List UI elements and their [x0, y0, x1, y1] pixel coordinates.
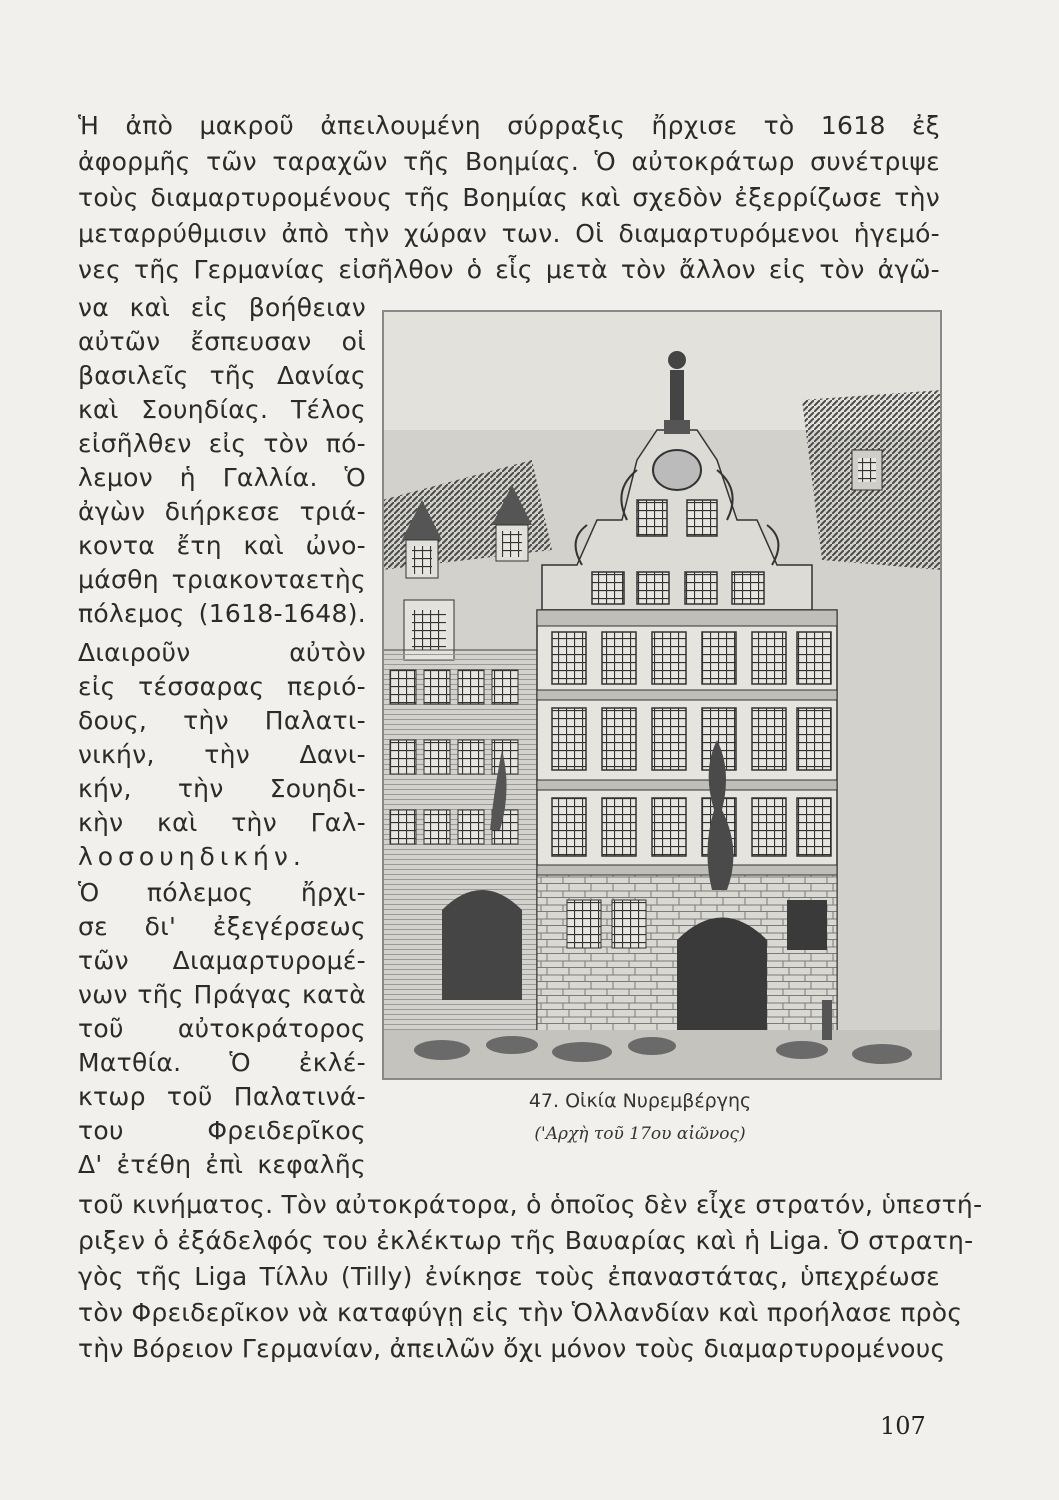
text-line: Διαιροῦν αὐτὸν	[78, 638, 366, 667]
figure-caption-subtitle: ('Αρχὴ τοῦ 17ου αἰῶνος)	[534, 1124, 746, 1144]
text-line: κὴν καὶ τὴν Γαλ-	[78, 808, 366, 837]
text-line: μάσθη τριακονταετὴς	[78, 565, 366, 594]
text-line: Δ' ἐτέθη ἐπὶ κεφαλῆς	[78, 1150, 366, 1179]
text-line: μεταρρύθμισιν ἀπὸ τὴν χώραν των. Οἱ διαμαρτυρόμενοι ἡγεμό-	[78, 219, 940, 248]
text-line: τῶν Διαμαρτυρομέ-	[78, 946, 366, 975]
text-line: λεμον ἡ Γαλλία. Ὁ	[78, 463, 366, 492]
text-line: νες τῆς Γερμανίας εἰσῆλθον ὁ εἷς μετὰ τὸν ἄλλον εἰς τὸν ἀγῶ-	[78, 255, 940, 284]
text-line: να καὶ εἰς βοήθειαν	[78, 293, 366, 322]
text-line: ριξεν ὁ ἐξάδελφός του ἐκλέκτωρ τῆς Βαυαρίας καὶ ἡ Liga. Ὁ στρατη-	[78, 1226, 974, 1255]
text-line: κτωρ τοῦ Παλατινά-	[78, 1082, 366, 1111]
text-line: καὶ Σουηδίας. Τέλος	[78, 395, 366, 424]
page-number: 107	[880, 1412, 926, 1440]
text-line: νικήν, τὴν Δανι-	[78, 740, 366, 769]
text-line: τὸν Φρειδερῖκον νὰ καταφύγῃ εἰς τὴν Ὁλλανδίαν καὶ προήλασε πρὸς	[78, 1298, 963, 1327]
nuremberg-house-engraving	[382, 310, 942, 1080]
text-line: ἀγὼν διήρκεσε τριά-	[78, 497, 366, 526]
text-line: γὸς τῆς Liga Τίλλυ (Tilly) ἐνίκησε τοὺς ἐπαναστάτας, ὑπεχρέωσε	[78, 1262, 940, 1291]
text-line: τοῦ αὐτοκράτορος	[78, 1014, 366, 1043]
text-line: Ἡ ἀπὸ μακροῦ ἀπειλουμένη σύρραξις ἤρχισε τὸ 1618 ἐξ	[78, 111, 940, 140]
text-line: τὴν Βόρειον Γερμανίαν, ἀπειλῶν ὄχι μόνον τοὺς διαμαρτυρομένους	[78, 1334, 946, 1363]
text-line: δους, τὴν Παλατι-	[78, 706, 366, 735]
text-line: κήν, τὴν Σουηδι-	[78, 774, 366, 803]
text-line: σε δι' ἐξεγέρσεως	[78, 912, 366, 941]
figure-caption: 47. Οἰκία Νυρεμβέργης	[528, 1090, 752, 1112]
text-line: πόλεμος (1618-1648).	[78, 599, 366, 628]
text-line: εἰς τέσσαρας περιό-	[78, 672, 366, 701]
text-line: τοὺς διαμαρτυρομένους τῆς Βοημίας καὶ σχεδὸν ἐξερρίζωσε τὴν	[78, 183, 940, 212]
text-line: του Φρειδερῖκος	[78, 1116, 366, 1145]
text-line: Ματθία. Ὁ ἐκλέ-	[78, 1048, 366, 1077]
text-line: λοσουηδικήν.	[78, 842, 306, 871]
text-line: ἀφορμῆς τῶν ταραχῶν τῆς Βοημίας. Ὁ αὐτοκράτωρ συνέτριψε	[78, 147, 940, 176]
text-line: νων τῆς Πράγας κατὰ	[78, 980, 366, 1009]
text-line: βασιλεῖς τῆς Δανίας	[78, 361, 366, 390]
text-line: Ὁ πόλεμος ἤρχι-	[78, 878, 366, 907]
text-line: τοῦ κινήματος. Τὸν αὐτοκράτορα, ὁ ὁποῖος δὲν εἶχε στρατόν, ὑπεστή-	[78, 1190, 983, 1219]
text-line: αὐτῶν ἔσπευσαν οἱ	[78, 327, 366, 356]
text-line: κοντα ἔτη καὶ ὠνο-	[78, 531, 366, 560]
text-line: εἰσῆλθεν εἰς τὸν πό-	[78, 429, 366, 458]
